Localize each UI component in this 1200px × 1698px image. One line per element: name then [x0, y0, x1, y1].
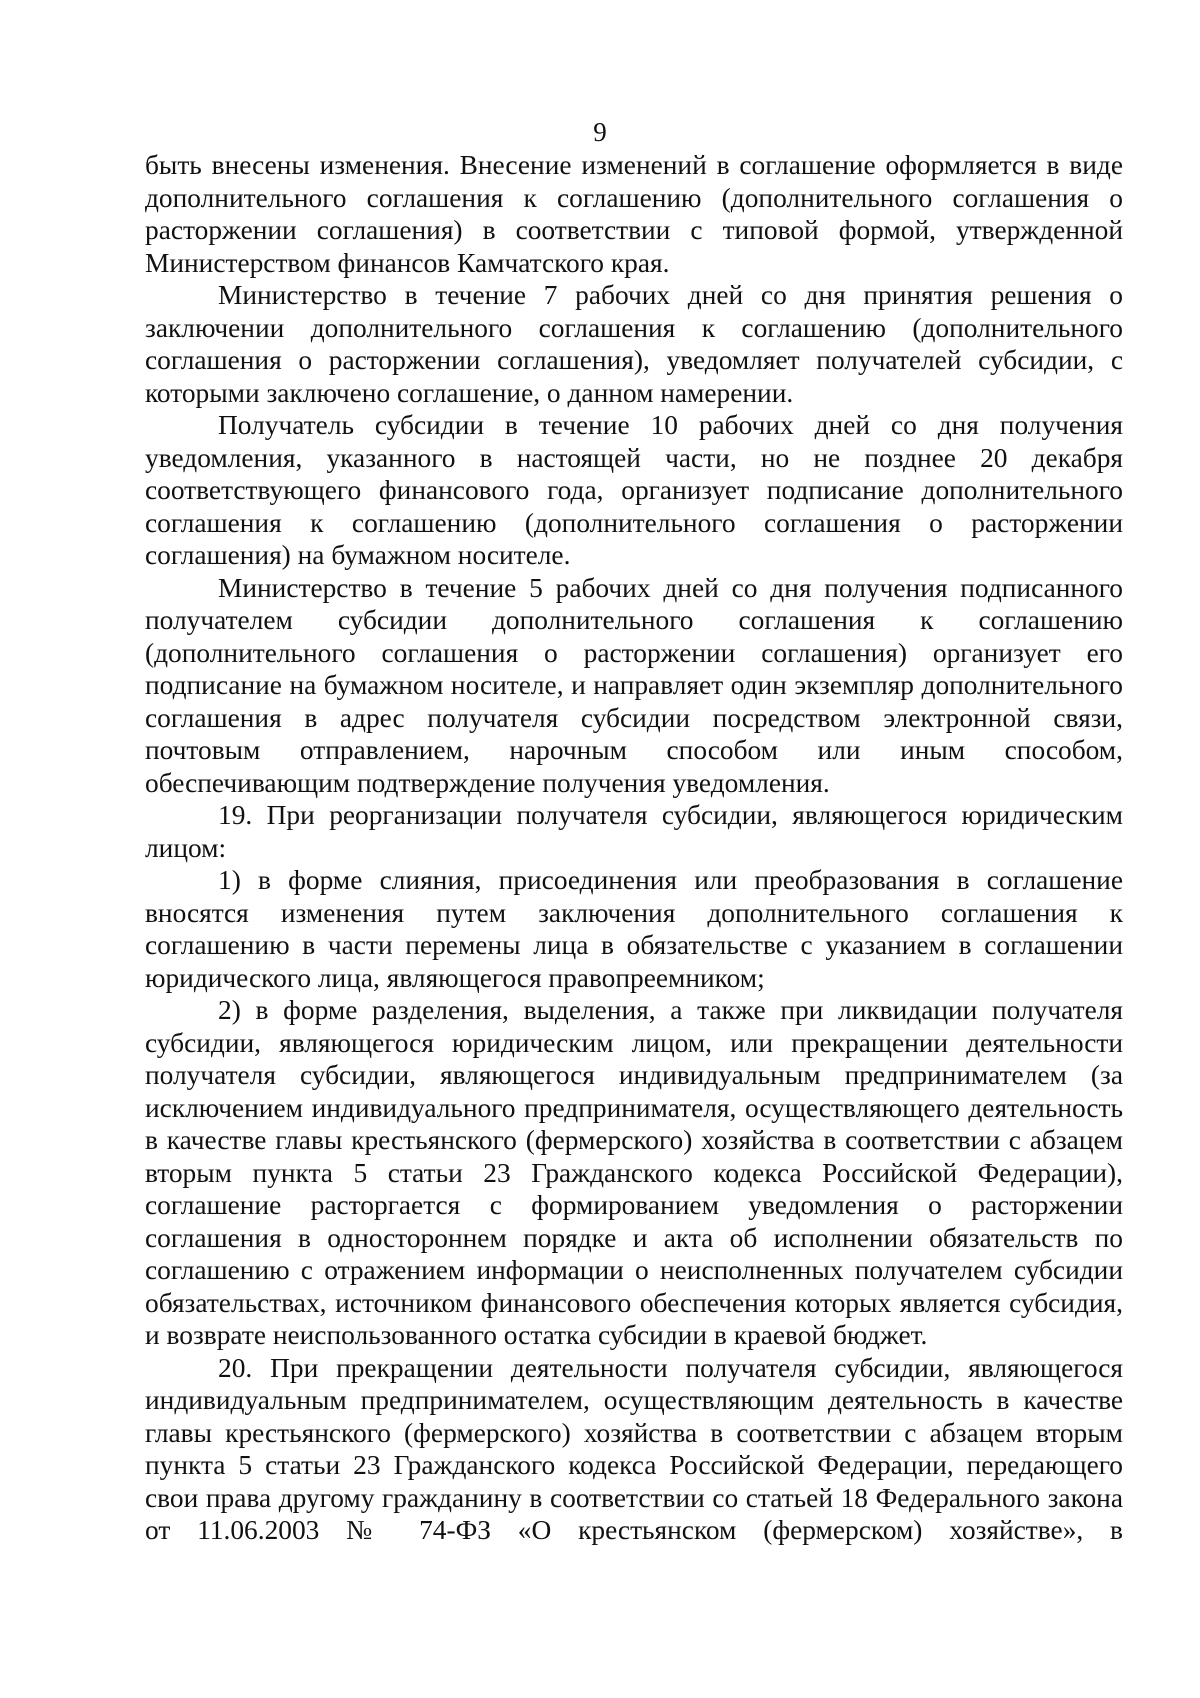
paragraph-clause-19-item-1: 1) в форме слияния, присоединения или преобразования в соглашение вносятся изменения путем заключения дополнительного соглашения к соглашению в части перемены лица в обязательстве с указанием в соглашении юридического лица, являющегося правопреемником;: [145, 865, 1123, 993]
document-body: [145, 149, 1123, 1547]
paragraph-clause-19: 19. При реорганизации получателя субсидии, являющегося юридическим лицом:: [145, 800, 1123, 863]
paragraph-notification-of-supplementary-agreement: Министерство в течение 7 рабочих дней со дня принятия решения о заключении дополнительного соглашения к соглашению (дополнительного соглашения о расторжении соглашения), уведомляет получателей субсидии, с которыми заключено соглашение, о данном намерении.: [145, 280, 1123, 408]
paragraph-recipient-signing: Получатель субсидии в течение 10 рабочих дней со дня получения уведомления, указанного в настоящей части, но не позднее 20 декабря соответствующего финансового года, организует подписание дополнительного соглашения к соглашению (дополнительного соглашения о расторжении соглашения) на бумажном носителе.: [145, 410, 1123, 570]
paragraph-ministry-signing: Министерство в течение 5 рабочих дней со дня получения подписанного получателем субсидии дополнительного соглашения к соглашению (дополнительного соглашения о расторжении соглашения) организует его подписание на бумажном носителе, и направляет один экземпляр дополнительного соглашения в адрес получателя субсидии посредством электронной связи, почтовым отправлением, нарочным способом или иным способом, обеспечивающим подтверждение получения уведомления.: [145, 572, 1123, 798]
page-number: 9: [593, 117, 607, 147]
paragraph-clause-20: 20. При прекращении деятельности получателя субсидии, являющегося индивидуальным предпринимателем, осуществляющим деятельность в качестве главы крестьянского (фермерского) хозяйства в соответствии с абзацем вторым пункта 5 статьи 23 Гражданского кодекса Российской Федерации, передающего свои права другому гражданину в соответствии со статьей 18 Федерального закона от 11.06.2003 № 74-ФЗ «О крестьянском (фермерском) хозяйстве», в: [145, 1352, 1123, 1545]
paragraph-continuation: быть внесены изменения. Внесение изменений в соглашение оформляется в виде дополнительного соглашения к соглашению (дополнительного соглашения о расторжении соглашения) в соответствии с типовой формой, утвержденной Министерством финансов Камчатского края.: [145, 150, 1123, 278]
paragraph-clause-19-item-2: 2) в форме разделения, выделения, а также при ликвидации получателя субсидии, являющегося юридическим лицом, или прекращении деятельности получателя субсидии, являющегося индивидуальным предпринимателем (за исключением индивидуального предпринимателя, осуществляющего деятельность в качестве главы крестьянского (фермерского) хозяйства в соответствии с абзацем вторым пункта 5 статьи 23 Гражданского кодекса Российской Федерации), соглашение расторгается с формированием уведомления о расторжении соглашения в одностороннем порядке и акта об исполнении обязательств по соглашению с отражением информации о неисполненных получателем субсидии обязательствах, источником финансового обеспечения которых является субсидия, и возврате неиспользованного остатка субсидии в краевой бюджет.: [145, 995, 1123, 1350]
